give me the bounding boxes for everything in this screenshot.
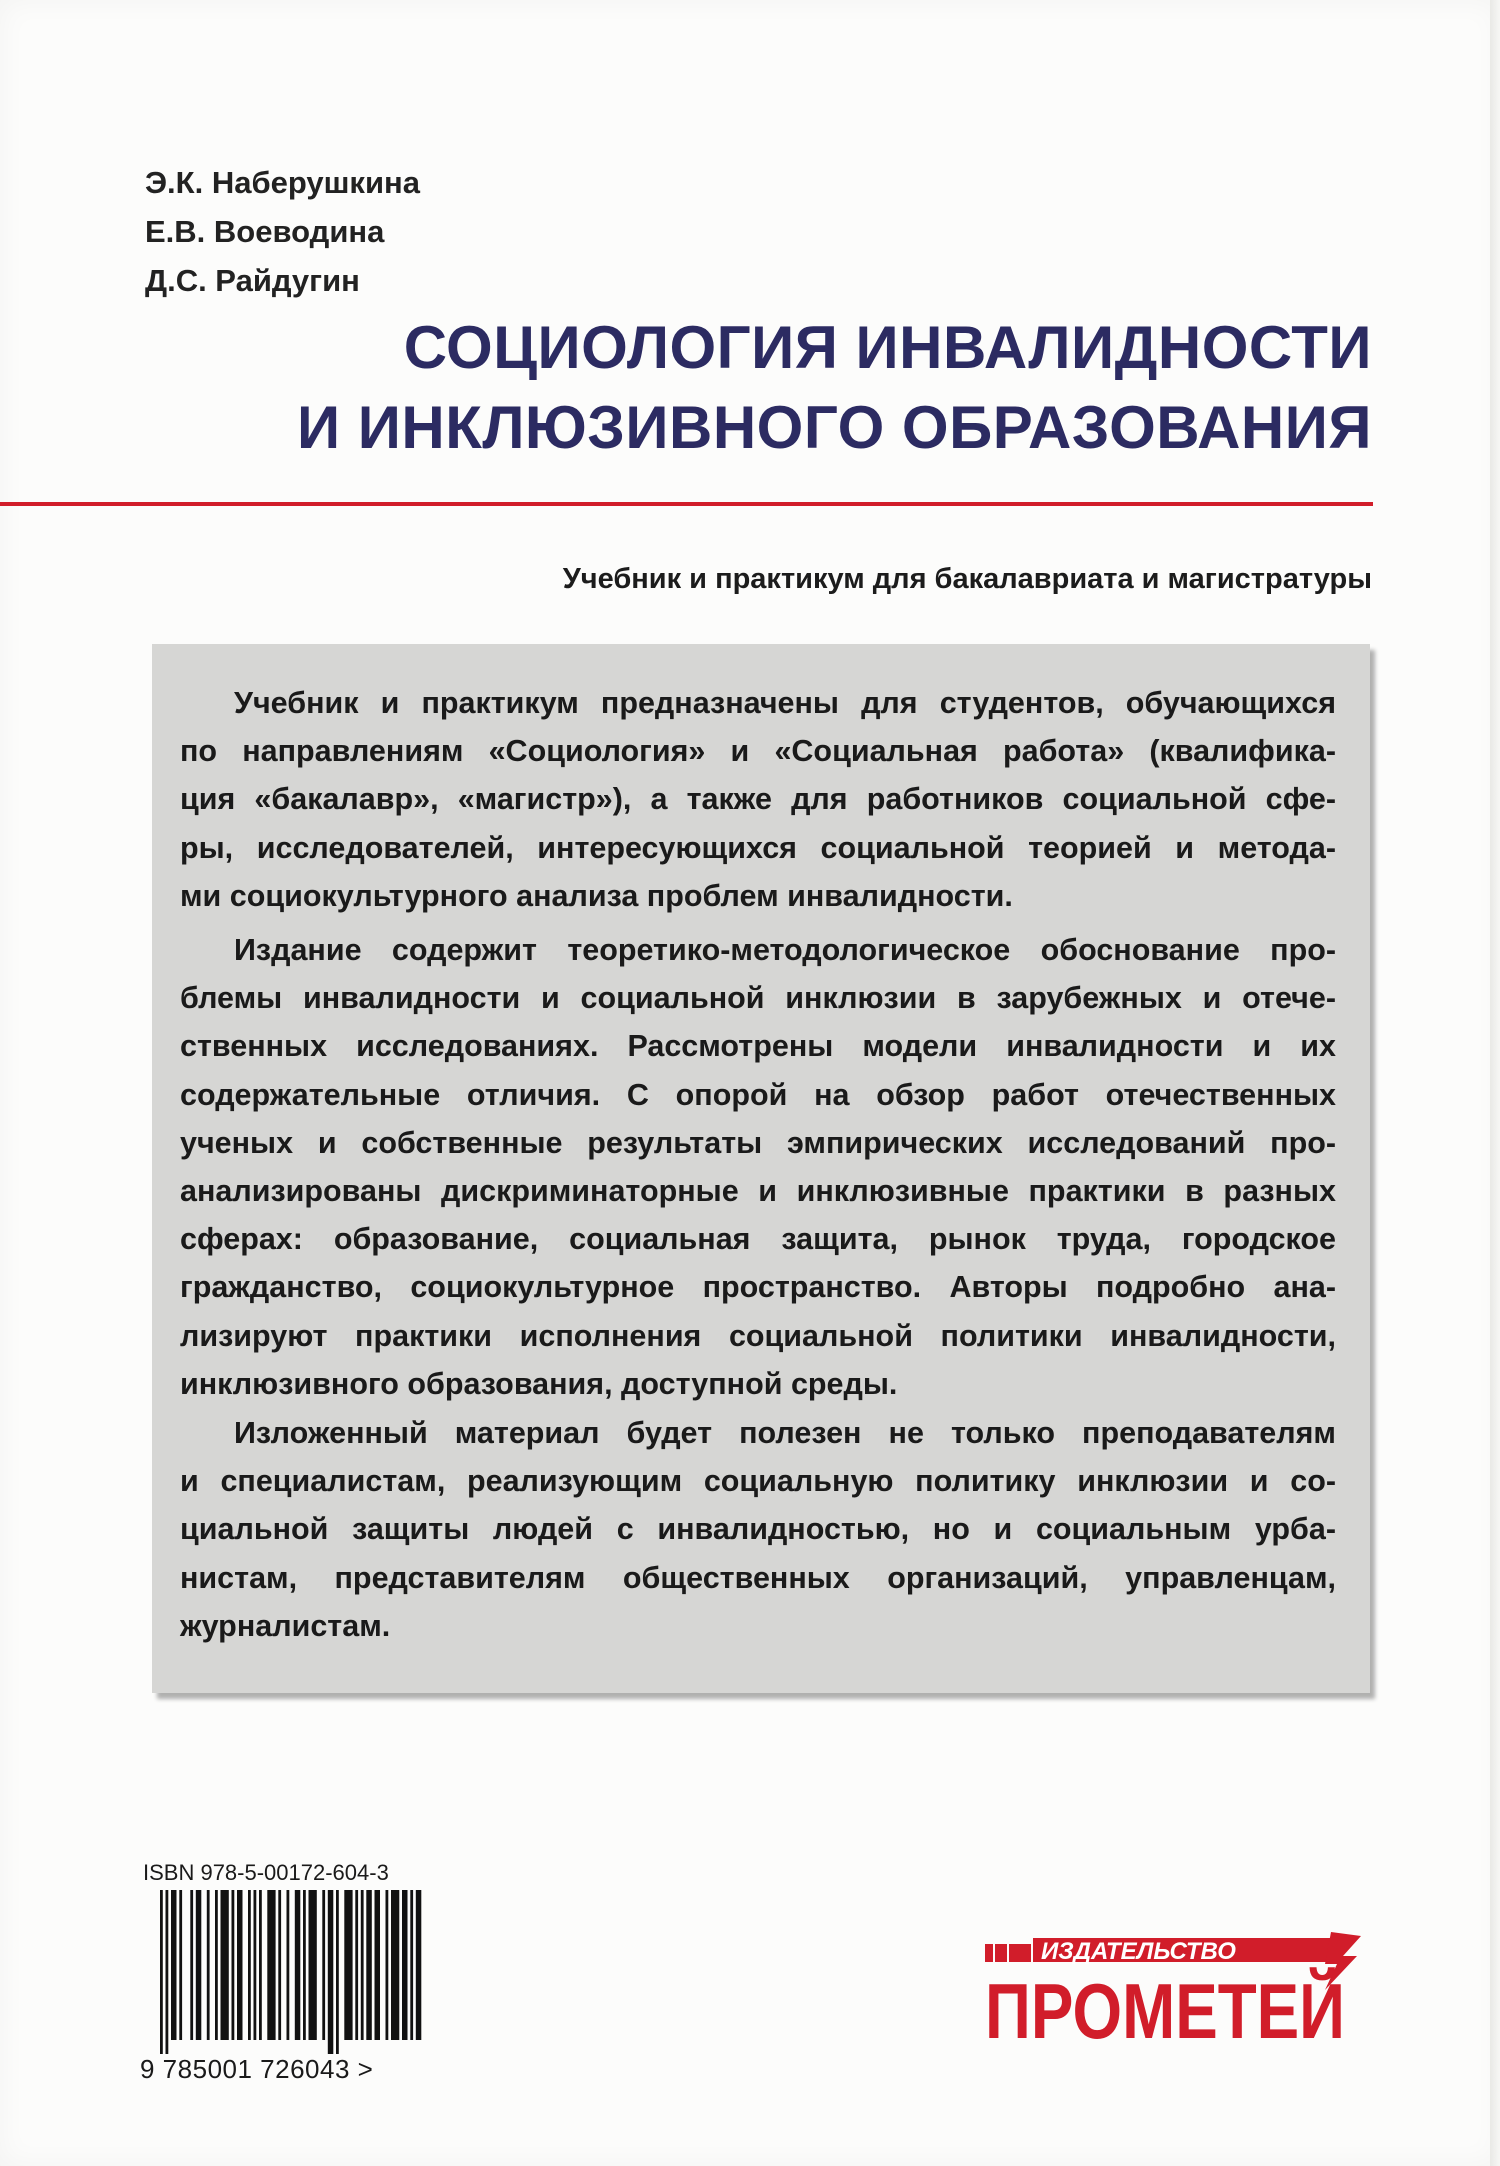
book-title-line: СОЦИОЛОГИЯ ИНВАЛИДНОСТИ — [403, 314, 1372, 381]
annotation-line: инклюзивного образования, доступной среды. — [180, 1366, 898, 1401]
barcode-bar — [410, 1890, 413, 2040]
author-name: Е.В. Воеводина — [145, 214, 385, 249]
author-list — [145, 158, 420, 305]
author-name: Э.К. Наберушкина — [145, 165, 420, 200]
barcode-bar — [361, 1890, 364, 2040]
barcode-bar — [190, 1890, 193, 2040]
barcode-bar — [278, 1890, 281, 2040]
logo-stripe — [985, 1944, 993, 1962]
barcode-bar — [237, 1890, 243, 2040]
annotation-paragraph — [180, 1409, 1336, 1650]
annotation-line: нистам, представителям общественных организаций, управленцам, — [180, 1560, 1336, 1595]
barcode-bar — [221, 1890, 229, 2040]
barcode-bar — [391, 1890, 399, 2040]
annotation-line: ми социокультурного анализа проблем инвалидности. — [180, 878, 1013, 913]
barcode-bar — [196, 1890, 202, 2040]
annotation-line: ственных исследованиях. Рассмотрены модели инвалидности и их — [180, 1029, 1336, 1064]
barcode-bar — [166, 1890, 169, 2054]
annotation-line: по направлениям «Социология» и «Социальная работа» (квалифика- — [180, 734, 1336, 769]
barcode-bar — [215, 1890, 218, 2040]
annotation-line: лизируют практики исполнения социальной политики инвалидности, — [180, 1318, 1336, 1353]
annotation-line: ученых и собственные результаты эмпирических исследований про- — [180, 1125, 1336, 1160]
barcode-digits: 9 785001 726043 > — [140, 2054, 374, 2084]
logo-top-text: ИЗДАТЕЛЬСТВО — [1041, 1938, 1236, 1965]
annotation-line: Изложенный материал будет полезен не только преподавателям — [234, 1416, 1336, 1450]
barcode-bar — [416, 1890, 422, 2040]
logo-stripe — [1009, 1944, 1031, 1962]
annotation-line: ры, исследователей, интересующихся социальной теорией и метода- — [180, 830, 1336, 865]
barcode-bar — [207, 1890, 210, 2040]
barcode-bar — [328, 1890, 334, 2054]
barcode-bar — [171, 1890, 177, 2040]
annotation-line: и специалистам, реализующим социальную политику инклюзии и со- — [180, 1464, 1336, 1499]
barcode-bar — [179, 1890, 182, 2040]
barcode-bar — [259, 1890, 262, 2040]
barcode-bar — [322, 1890, 325, 2040]
barcode-bar — [366, 1890, 372, 2040]
barcode-bar — [303, 1890, 306, 2040]
barcode-bar — [295, 1890, 301, 2040]
barcode-bar — [355, 1890, 358, 2040]
barcode-bar — [248, 1890, 251, 2040]
logo-stripe — [995, 1944, 1007, 1962]
annotation-line: сферах: образование, социальная защита, рынок труда, городское — [180, 1222, 1336, 1257]
cover-edge — [1490, 0, 1500, 2166]
barcode-bar — [336, 1890, 339, 2054]
barcode-bar — [232, 1890, 235, 2040]
logo-name-text: ПРОМЕТЕЙ — [985, 1967, 1345, 2055]
book-subtitle: Учебник и практикум для бакалавриата и магистратуры — [562, 563, 1372, 595]
annotation-line: гражданство, социокультурное пространство. Авторы подробно ана- — [180, 1270, 1336, 1305]
annotation-line: анализированы дискриминаторные и инклюзивные практики в разных — [180, 1174, 1336, 1209]
publisher-logo — [985, 1930, 1375, 2055]
annotation-paragraph — [180, 926, 1336, 1408]
annotation-line: Учебник и практикум предназначены для студентов, обучающихся — [234, 686, 1336, 720]
annotation-line: содержательные отличия. С опорой на обзор работ отечественных — [180, 1077, 1336, 1112]
red-divider — [0, 502, 1373, 506]
author-name: Д.С. Райдугин — [145, 263, 360, 298]
barcode-bar — [267, 1890, 275, 2040]
barcode — [160, 1890, 423, 2054]
annotation-line: журналистам. — [180, 1608, 391, 1643]
barcode-bar — [344, 1890, 352, 2040]
isbn-text: ISBN 978-5-00172-604-3 — [143, 1860, 389, 1885]
annotation-paragraph — [180, 679, 1336, 920]
barcode-bar — [402, 1890, 408, 2040]
barcode-bar — [375, 1890, 381, 2040]
annotation-box — [152, 644, 1370, 1693]
barcode-bar — [287, 1890, 290, 2040]
barcode-bar — [254, 1890, 257, 2040]
annotation-line: Издание содержит теоретико-методологическое обоснование про- — [234, 933, 1336, 967]
book-title — [297, 308, 1372, 468]
annotation-line: ция «бакалавр», «магистр»), а также для работников социальной сфе- — [180, 782, 1336, 817]
annotation-line: циальной защиты людей с инвалидностью, но и социальным урба- — [180, 1512, 1336, 1547]
barcode-bar — [309, 1890, 317, 2040]
annotation-line: блемы инвалидности и социальной инклюзии в зарубежных и отече- — [180, 981, 1336, 1016]
barcode-bar — [386, 1890, 389, 2040]
barcode-bar — [160, 1890, 163, 2054]
book-title-line: И ИНКЛЮЗИВНОГО ОБРАЗОВАНИЯ — [296, 394, 1372, 461]
